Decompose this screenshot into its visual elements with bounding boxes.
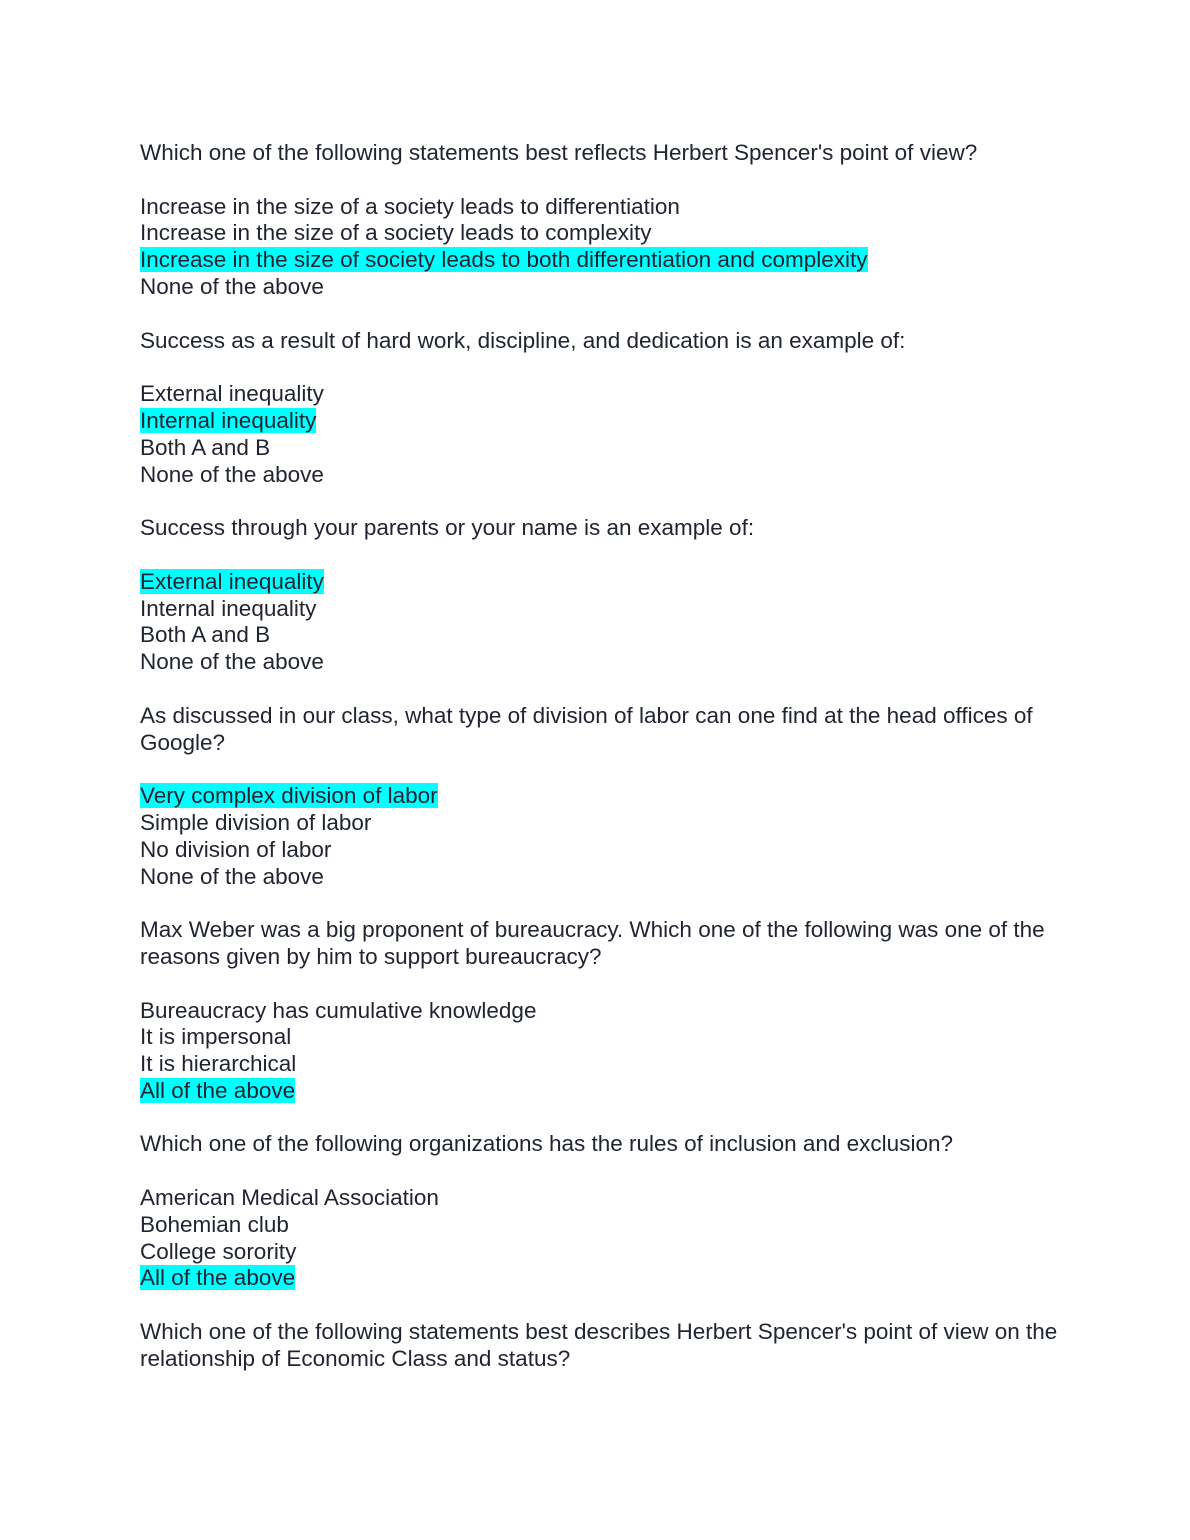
option-item: It is hierarchical bbox=[140, 1051, 297, 1077]
option-item: None of the above bbox=[140, 273, 324, 299]
option-item: College sorority bbox=[140, 1238, 297, 1264]
question-7 bbox=[140, 1319, 1060, 1373]
option-item: Increase in the size of a society leads to complexity bbox=[140, 220, 652, 246]
option-item-highlighted: All of the above bbox=[140, 1077, 296, 1103]
options-list-2 bbox=[140, 381, 1060, 488]
option-item: External inequality bbox=[140, 381, 324, 407]
options-list-6 bbox=[140, 1185, 1060, 1292]
option-item: Increase in the size of a society leads to differentiation bbox=[140, 193, 680, 219]
question-2 bbox=[140, 328, 1060, 355]
option-item-highlighted: Increase in the size of society leads to both differentiation and complexity bbox=[140, 247, 868, 273]
option-item: No division of labor bbox=[140, 836, 332, 862]
question-4 bbox=[140, 703, 1060, 757]
option-item: Bureaucracy has cumulative knowledge bbox=[140, 997, 537, 1023]
question-text: Which one of the following statements best describes Herbert Spencer's point of view on the relationship of Economic Class and status? bbox=[140, 1319, 1058, 1371]
question-3 bbox=[140, 515, 1060, 542]
options-list-1 bbox=[140, 194, 1060, 301]
option-item: American Medical Association bbox=[140, 1185, 439, 1211]
option-item-highlighted: Internal inequality bbox=[140, 407, 317, 433]
option-item: Bohemian club bbox=[140, 1211, 289, 1237]
option-item: None of the above bbox=[140, 461, 324, 487]
question-5 bbox=[140, 917, 1060, 971]
options-list-5 bbox=[140, 998, 1060, 1105]
option-item: Both A and B bbox=[140, 434, 271, 460]
option-item: Simple division of labor bbox=[140, 809, 372, 835]
option-item-highlighted: All of the above bbox=[140, 1265, 296, 1291]
question-text: Which one of the following statements best reflects Herbert Spencer's point of view? bbox=[140, 140, 978, 165]
question-text: Success through your parents or your name is an example of: bbox=[140, 515, 755, 541]
document-body bbox=[140, 140, 1060, 1399]
question-text: Which one of the following organizations has the rules of inclusion and exclusion? bbox=[140, 1131, 953, 1157]
option-item: It is impersonal bbox=[140, 1024, 292, 1050]
question-1 bbox=[140, 140, 1060, 167]
option-item: Both A and B bbox=[140, 622, 271, 648]
option-item-highlighted: External inequality bbox=[140, 568, 324, 594]
options-list-4 bbox=[140, 783, 1060, 890]
option-item: None of the above bbox=[140, 649, 324, 675]
question-text: Success as a result of hard work, discipline, and dedication is an example of: bbox=[140, 327, 906, 353]
option-item-highlighted: Very complex division of labor bbox=[140, 783, 438, 809]
option-item: None of the above bbox=[140, 863, 324, 889]
option-item: Internal inequality bbox=[140, 595, 317, 621]
question-text: As discussed in our class, what type of division of labor can one find at the head offices of Google? bbox=[140, 702, 1033, 755]
question-6 bbox=[140, 1131, 1060, 1158]
question-text: Max Weber was a big proponent of bureaucracy. Which one of the following was one of the reasons given by him to support bureaucracy? bbox=[140, 917, 1045, 969]
options-list-3 bbox=[140, 569, 1060, 676]
